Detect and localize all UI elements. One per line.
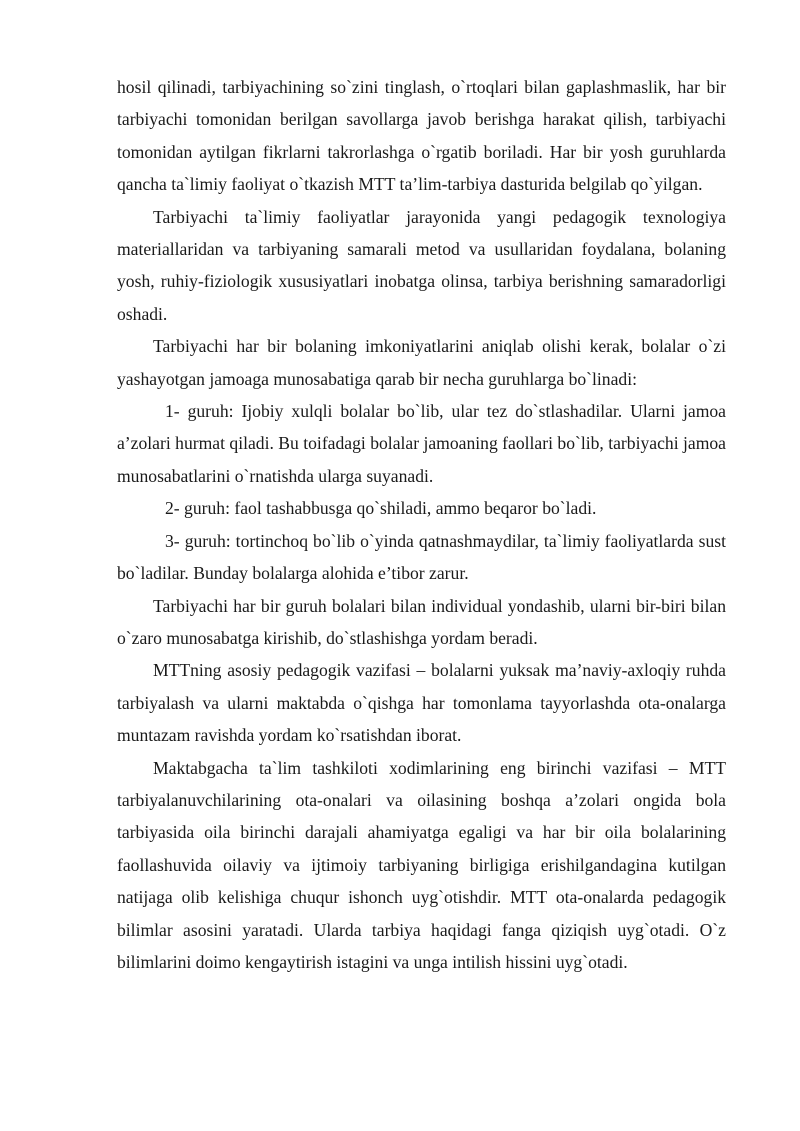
paragraph-child-groups-intro: Tarbiyachi har bir bolaning imkoniyatlarini aniqlab olishi kerak, bolalar o`zi yashayotgan jamoaga munosabatiga qarab bir necha guruhlarga bo`linadi: bbox=[117, 336, 726, 389]
list-item-group-3: 3- guruh: tortinchoq bo`lib o`yinda qatnashmaydilar, ta`limiy faoliyatlarda sust bo`ladilar. Bunday bolalarga alohida e’tibor zarur. bbox=[117, 530, 726, 584]
paragraph-main-task: MTTning asosiy pedagogik vazifasi – bolalarni yuksak ma’naviy-axloqiy ruhda tarbiyalash va ularni maktabda o`qishga har tomonlama tayyorlashda ota-onalarga muntazam ravishda yordam ko`rsatishdan iborat. bbox=[117, 660, 726, 746]
document-page bbox=[117, 71, 726, 978]
paragraph-pedagogical-technology: Tarbiyachi ta`limiy faoliyatlar jarayonida yangi pedagogik texnologiya materiallaridan va tarbiyaning samarali metod va usullaridan foydalana, bolaning yosh, ruhiy-fiziologik xususiyatlari inobatga olinsa, tarbiya berishning samaradorligi oshadi. bbox=[117, 206, 726, 324]
paragraph-individual-approach: Tarbiyachi har bir guruh bolalari bilan individual yondashib, ularni bir-biri bilan o`zaro munosabatga kirishib, do`stlashishga yordam beradi. bbox=[117, 595, 726, 648]
list-item-group-1: 1- guruh: Ijobiy xulqli bolalar bo`lib, ular tez do`stlashadilar. Ularni jamoa a’zolari hurmat qiladi. Bu toifadagi bolalar jamoaning faollari bo`lib, tarbiyachi jamoa munosabatlarini o`rnatishda ularga suyanadi. bbox=[117, 401, 726, 486]
paragraph-continuation: hosil qilinadi, tarbiyachining so`zini tinglash, o`rtoqlari bilan gaplashmaslik, har bir tarbiyachi tomonidan berilgan savollarga javob berishga harakat qilish, tarbiyachi tomonidan aytilgan fikrlarni takrorlashga o`rgatib boriladi. Har bir yosh guruhlarda qancha ta`limiy faoliyat o`tkazish MTT ta’lim-tarbiya dasturida belgilab qo`yilgan. bbox=[117, 77, 726, 195]
paragraph-staff-task: Maktabgacha ta`lim tashkiloti xodimlarining eng birinchi vazifasi – MTT tarbiyalanuvchilarining ota-onalari va oilasining boshqa a’zolari ongida bola tarbiyasida oila birinchi darajali ahamiyatga egaligi va har bir oila bolalarining faollashuvida oilaviy va ijtimoiy tarbiyaning birligiga erishilgandagina kutilgan natijaga olib kelishiga chuqur ishonch uyg`otishdir. MTT ota-onalarda pedagogik bilimlar asosini yaratadi. Ularda tarbiya haqidagi fanga qiziqish uyg`otadi. O`z bilimlarini doimo kengaytirish istagini va unga intilish hissini uyg`otadi. bbox=[117, 757, 726, 972]
list-item-group-2: 2- guruh: faol tashabbusga qo`shiladi, ammo beqaror bo`ladi. bbox=[165, 498, 597, 519]
